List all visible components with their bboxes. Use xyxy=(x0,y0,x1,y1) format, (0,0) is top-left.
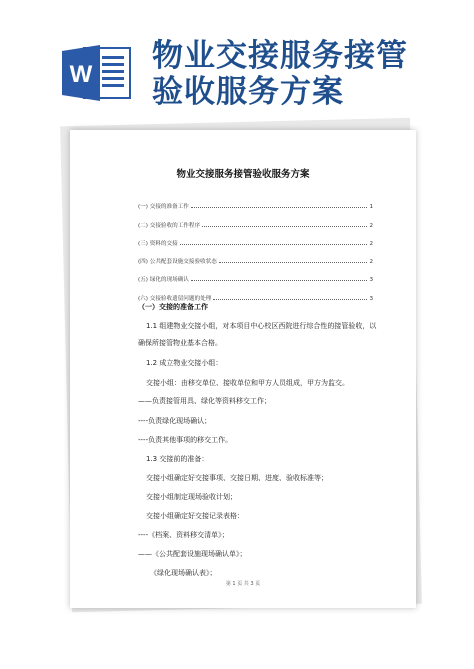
toc-leader-dots xyxy=(202,226,367,227)
page-title-line-2: 验收服务方案 xyxy=(152,74,344,110)
toc-item[interactable] xyxy=(138,192,373,210)
body-paragraph: ——《公共配套设施现场确认单》； xyxy=(138,550,247,558)
toc-item[interactable] xyxy=(138,265,373,283)
body-paragraph: 交接小组确定好交接记录表格： xyxy=(146,512,244,520)
toc-item-label: (五) 绿化的现场确认 xyxy=(138,277,189,284)
body-paragraph: 交接小组：由移交单位、接收单位和甲方人员组成，甲方为监交。 xyxy=(146,379,349,387)
body-paragraph: 1.2 成立物业交接小组： xyxy=(146,359,223,367)
section-heading: （一）交接的准备工作 xyxy=(138,303,208,311)
toc-item-page: 3 xyxy=(369,277,373,284)
toc-leader-dots xyxy=(219,262,368,263)
body-paragraph: 1.3 交接前的准备： xyxy=(146,455,209,463)
toc-item-page: 2 xyxy=(369,259,373,266)
body-paragraph: ----《档案、资料移交清单》； xyxy=(138,531,229,539)
toc-item-page: 2 xyxy=(369,222,373,229)
toc-leader-dots xyxy=(180,244,368,245)
toc-item-label: (四) 公共配套设施交接验收状态 xyxy=(138,259,217,266)
toc-item-page: 1 xyxy=(369,204,373,211)
page-title-line-1: 物业交接服务接管 xyxy=(152,38,408,74)
toc-leader-dots xyxy=(191,207,368,208)
body-paragraph: 1.1 组建物业交接小组，对本项目中心校区西院进行综合性的接管验收，以 xyxy=(146,322,377,330)
body-paragraph: 《绿化现场确认表》； xyxy=(150,569,217,577)
toc-item[interactable] xyxy=(138,210,373,228)
toc-item-label: (六) 交接验收遗留问题的处理 xyxy=(138,295,212,302)
body-paragraph: 确保所接管物业基本合格。 xyxy=(138,339,222,347)
toc-item[interactable] xyxy=(138,283,373,301)
toc-item-label: (一) 交接的准备工作 xyxy=(138,204,189,211)
body-paragraph: ----负责绿化现场确认； xyxy=(138,417,212,425)
toc-item[interactable] xyxy=(138,247,373,265)
table-of-contents xyxy=(138,192,373,302)
word-document-icon xyxy=(60,44,132,102)
toc-item[interactable] xyxy=(138,229,373,247)
toc-leader-dots xyxy=(191,280,368,281)
body-paragraph: 交接小组制定现场验收计划； xyxy=(146,493,237,501)
toc-leader-dots xyxy=(213,299,367,300)
body-paragraph: 交接小组确定好交接事项、交接日期、进度、验收标准等； xyxy=(146,474,328,482)
page-header xyxy=(0,0,474,112)
toc-item-page: 3 xyxy=(369,295,373,302)
page-footer: 第 1 页 共 3 页 xyxy=(225,581,261,587)
toc-item-page: 2 xyxy=(369,240,373,247)
toc-item-label: (三) 资料的交接 xyxy=(138,240,178,247)
document-title: 物业交接服务接管验收服务方案 xyxy=(176,169,310,180)
body-paragraph: ——负责接管用具、绿化等资料移交工作； xyxy=(138,397,271,405)
document-page xyxy=(70,130,416,608)
body-paragraph: ----负责其他事项的移交工作。 xyxy=(138,436,233,444)
word-icon-letter: W xyxy=(69,61,93,88)
toc-item-label: (二) 交接验收的工作程序 xyxy=(138,222,201,229)
